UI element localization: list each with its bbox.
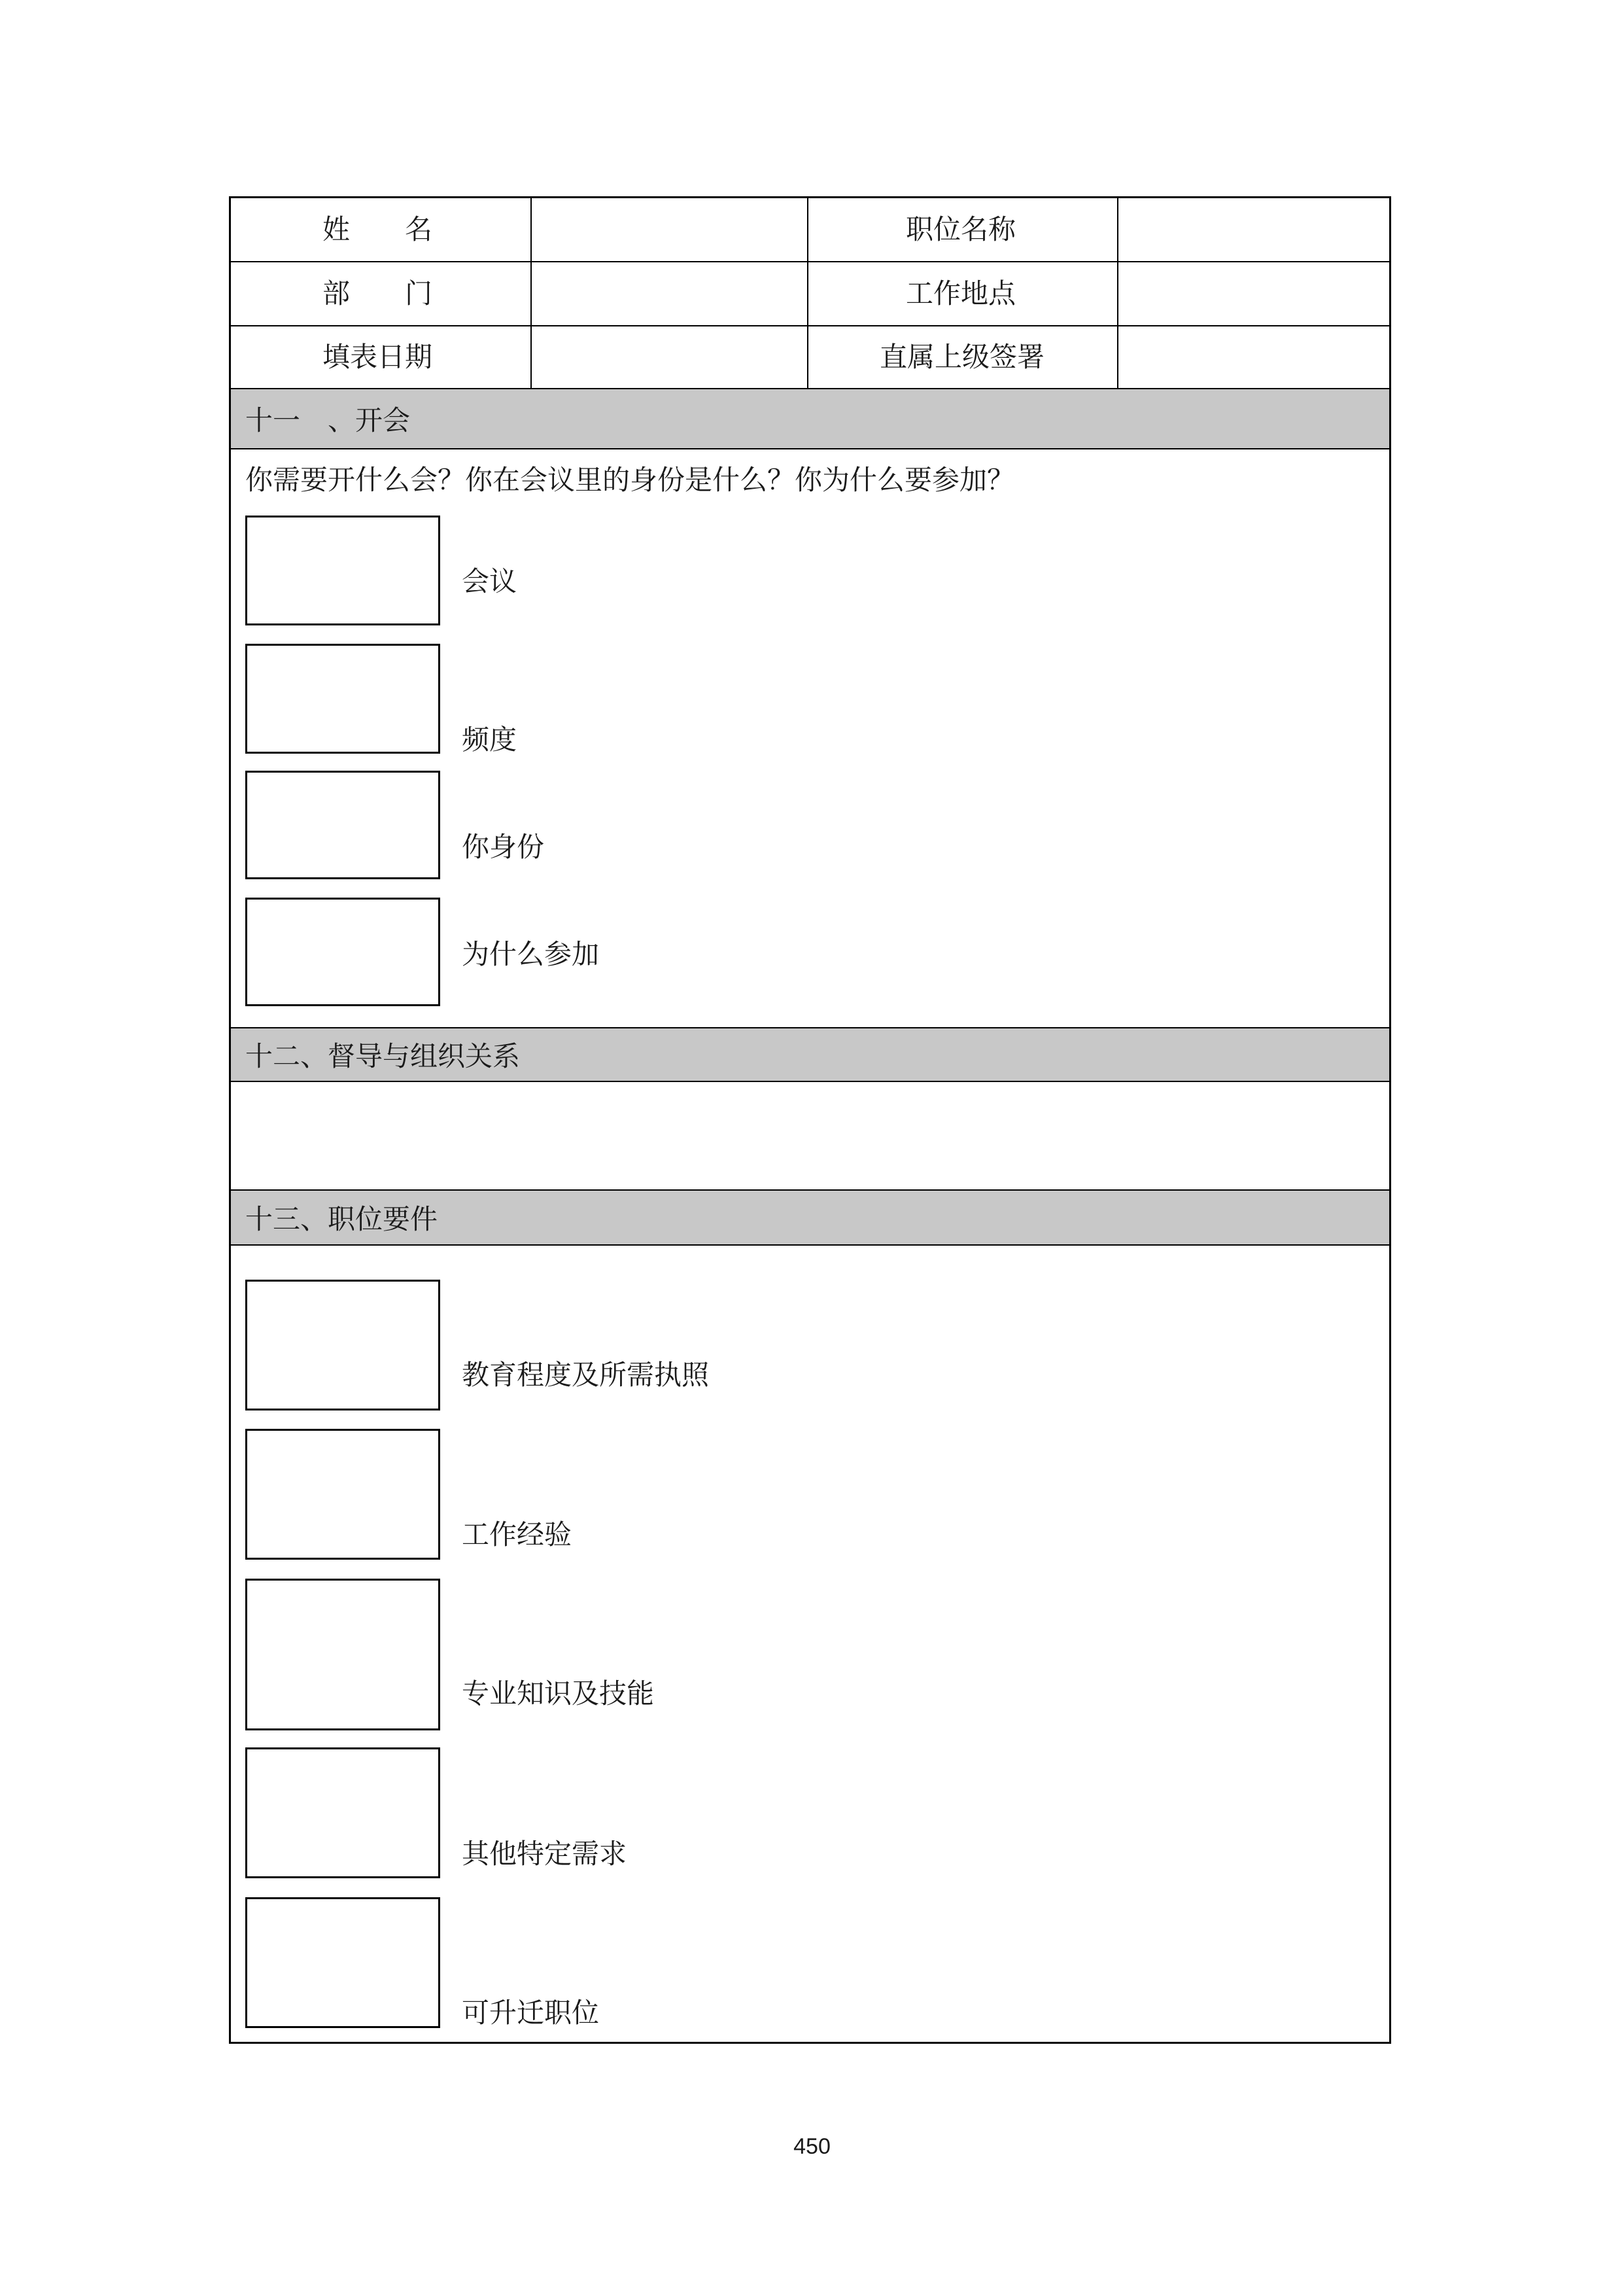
position-title-field[interactable]: [1118, 198, 1390, 261]
meeting-label: 会议: [462, 565, 517, 597]
name-label: 姓 名: [322, 213, 433, 245]
page-number: 450: [793, 2134, 831, 2159]
supervisor-signature-field[interactable]: [1118, 326, 1390, 388]
experience-input-box[interactable]: [245, 1429, 440, 1560]
promotion-input-box[interactable]: [245, 1897, 440, 2028]
reason-label: 为什么参加: [462, 938, 600, 970]
supervision-relationship-field[interactable]: [231, 1082, 1389, 1189]
section-13-title: 十三、职位要件: [245, 1203, 438, 1235]
section-13-header: [231, 1189, 1389, 1246]
skills-label: 专业知识及技能: [462, 1677, 655, 1709]
skills-input-box[interactable]: [245, 1579, 440, 1730]
section-11-title: 十一 、开会: [245, 404, 411, 436]
work-location-field[interactable]: [1118, 262, 1390, 325]
job-analysis-form: [229, 196, 1391, 2044]
department-label: 部 门: [322, 277, 433, 309]
special-requirements-input-box[interactable]: [245, 1747, 440, 1878]
section-11-question: 你需要开什么会？你在会议里的身份是什么？你为什么要参加？: [245, 464, 1015, 496]
section-12-title: 十二、督导与组织关系: [245, 1040, 521, 1072]
promotion-label: 可升迁职位: [462, 1997, 600, 2029]
column-divider: [807, 198, 808, 388]
name-field[interactable]: [532, 198, 806, 261]
reason-input-box[interactable]: [245, 898, 440, 1006]
frequency-label: 频度: [462, 724, 517, 756]
position-title-label: 职位名称: [906, 213, 1016, 245]
fill-date-label: 填表日期: [322, 341, 433, 373]
department-field[interactable]: [532, 262, 806, 325]
meeting-input-box[interactable]: [245, 516, 440, 625]
work-location-label: 工作地点: [906, 277, 1016, 309]
supervisor-signature-label: 直属上级签署: [880, 341, 1045, 373]
role-input-box[interactable]: [245, 771, 440, 879]
section-12-header: [231, 1027, 1389, 1082]
education-input-box[interactable]: [245, 1280, 440, 1410]
frequency-input-box[interactable]: [245, 644, 440, 754]
education-label: 教育程度及所需执照: [462, 1359, 710, 1391]
fill-date-field[interactable]: [532, 326, 806, 388]
role-label: 你身份: [462, 831, 545, 863]
special-requirements-label: 其他特定需求: [462, 1838, 627, 1870]
section-11-header: [231, 388, 1389, 449]
experience-label: 工作经验: [462, 1518, 572, 1550]
